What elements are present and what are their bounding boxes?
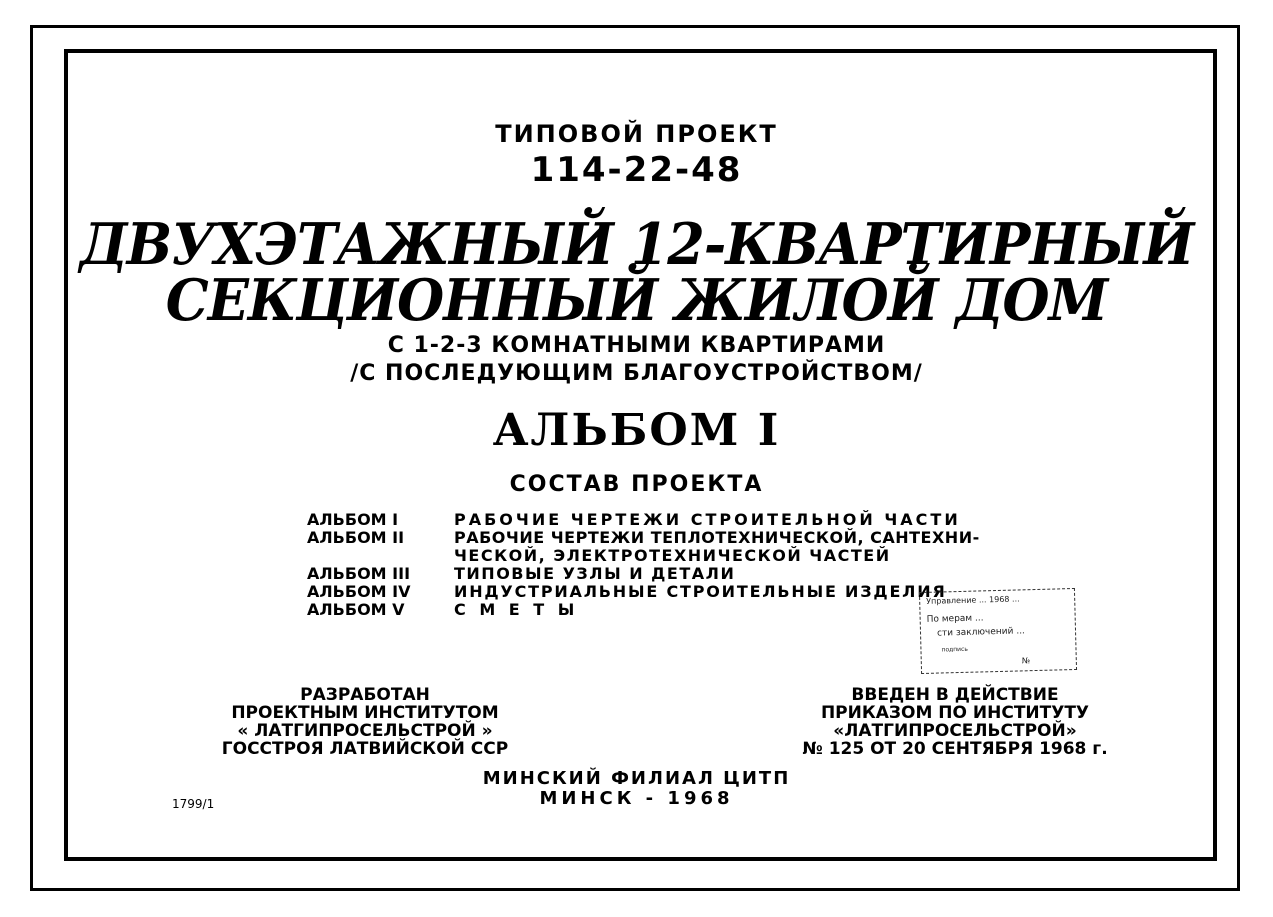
album-4-label: АЛЬБОМ IV [307,582,411,601]
album-title: АЛЬБОМ I [492,405,781,456]
album-2-label: АЛЬБОМ II [307,528,405,547]
enacted-line-3: «ЛАТГИПРОСЕЛЬСТРОЙ» [833,721,1077,741]
enacted-line-1: ВВЕДЕН В ДЕЙСТВИЕ [851,685,1059,705]
subtitle-line-1: С 1-2-3 КОМНАТНЫМИ КВАРТИРАМИ [387,333,886,358]
developer-line-3: « ЛАТГИПРОСЕЛЬСТРОЙ » [237,721,493,741]
project-kind: ТИПОВОЙ ПРОЕКТ [495,120,778,148]
developer-line-2: ПРОЕКТНЫМ ИНСТИТУТОМ [231,703,499,723]
album-4-desc: ИНДУСТРИАЛЬНЫЕ СТРОИТЕЛЬНЫЕ ИЗДЕЛИЯ [454,582,947,601]
enacted-line-4: № 125 ОТ 20 СЕНТЯБРЯ 1968 г. [802,739,1108,759]
album-5-label: АЛЬБОМ V [307,600,405,619]
album-3-label: АЛЬБОМ III [307,564,411,583]
project-code: 114-22-48 [530,150,743,190]
title-line-1: ДВУХЭТАЖНЫЙ 12-КВАРТИРНЫЙ [79,210,1194,278]
approval-stamp [919,588,1077,674]
publisher-line-2: МИНСК - 1968 [539,788,734,809]
enacted-line-2: ПРИКАЗОМ ПО ИНСТИТУТУ [820,703,1090,723]
stamp-line-2: По мерам ... [926,613,984,625]
album-3-desc: ТИПОВЫЕ УЗЛЫ И ДЕТАЛИ [454,564,736,583]
album-1-desc: РАБОЧИЕ ЧЕРТЕЖИ СТРОИТЕЛЬНОЙ ЧАСТИ [454,510,961,529]
album-1-label: АЛЬБОМ I [307,510,399,529]
stamp-line-3: сти заключений ... [936,626,1026,639]
stamp-line-4: подпись [941,645,968,654]
developer-line-4: ГОССТРОЯ ЛАТВИЙСКОЙ ССР [221,739,509,759]
album-2-desc-line-1: РАБОЧИЕ ЧЕРТЕЖИ ТЕПЛОТЕХНИЧЕСКОЙ, САНТЕХНИ- [454,528,980,547]
stamp-line-5: № [1021,656,1031,666]
stamp-line-1: Управление ... 1968 ... [926,594,1020,606]
title-line-2: СЕКЦИОННЫЙ ЖИЛОЙ ДОМ [165,266,1108,334]
sheet-number: 1799/1 [172,797,215,811]
album-2-desc-line-2: ЧЕСКОЙ, ЭЛЕКТРОТЕХНИЧЕСКОЙ ЧАСТЕЙ [454,546,891,565]
subtitle-line-2: /С ПОСЛЕДУЮЩИМ БЛАГОУСТРОЙСТВОМ/ [350,361,923,386]
composition-title: СОСТАВ ПРОЕКТА [509,472,764,497]
publisher-line-1: МИНСКИЙ ФИЛИАЛ ЦИТП [482,768,791,789]
album-5-desc: С М Е Т Ы [454,600,579,619]
developer-line-1: РАЗРАБОТАН [300,685,430,705]
